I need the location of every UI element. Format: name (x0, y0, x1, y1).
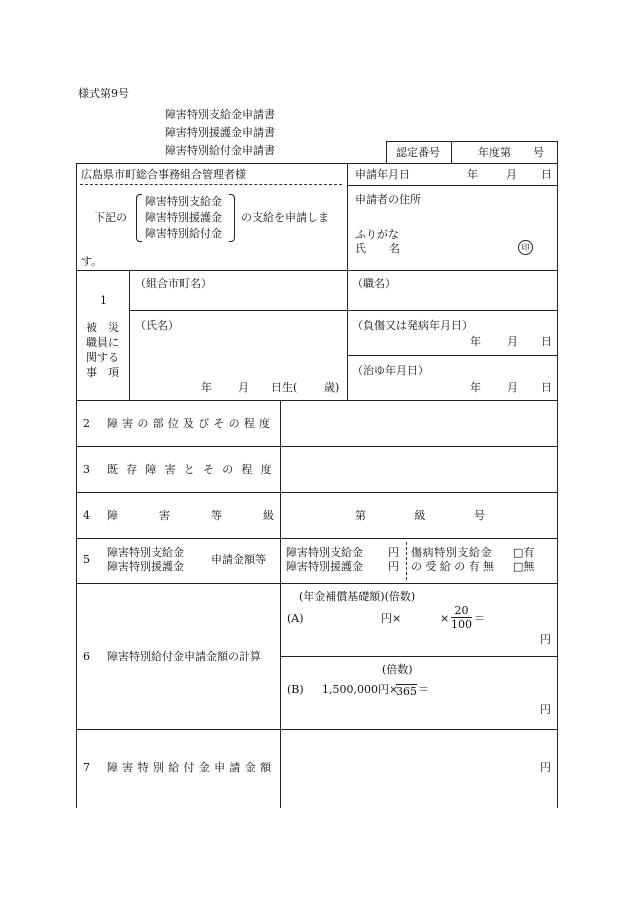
sickness-benefit-line-2: の受給の有無 (411, 560, 498, 573)
section1-label-2: 職員に (86, 336, 119, 349)
section4-label-char-2: 害 (159, 509, 170, 522)
section4-label-char-1: 障 (107, 509, 118, 522)
amount-row-2-unit: 円 (388, 560, 399, 573)
birth-age: 歳) (324, 381, 340, 394)
grade-unit: 級 (414, 509, 426, 522)
section4-value (355, 510, 485, 521)
request-item-2: 障害特別援護金 (145, 211, 222, 224)
section4-label-char-3: 等 (211, 509, 222, 522)
calc-a-unit: 円 (540, 633, 551, 646)
applicant-name-label-2: 名 (389, 242, 400, 255)
section1-label-1: 被 災 (86, 321, 119, 334)
amount-row-2-label: 障害特別援護金 (286, 560, 363, 573)
injury-date-year: 年 (470, 335, 481, 348)
request-last: す。 (81, 255, 103, 268)
checkbox-no[interactable]: □無 (513, 560, 535, 573)
approval-label: 認定番号 (396, 146, 440, 159)
section3-label: 既存障害とその程度 (107, 463, 280, 476)
title-line-1: 障害特別支給金申請書 (165, 108, 275, 121)
left-bracket (136, 194, 142, 242)
section7-number: 7 (83, 761, 90, 774)
calc-a-fraction-numerator: 20 (451, 605, 472, 618)
amount-row-1-unit: 円 (388, 546, 399, 559)
request-item-1: 障害特別支給金 (145, 195, 222, 208)
section5-number: 5 (83, 553, 90, 566)
birth-year: 年 (201, 381, 212, 394)
section7-label: 障害特別給付金申請金額 (107, 761, 276, 774)
injury-date-label: （負傷又は発病年月日） (352, 319, 473, 332)
section2-label: 障害の部位及びその程度 (107, 417, 275, 430)
section6-number: 6 (83, 650, 90, 663)
right-bracket (229, 194, 235, 242)
calc-b-fraction (396, 677, 417, 697)
calc-a-fraction-denominator: 100 (451, 618, 472, 631)
calc-a-yen-times: 円× (381, 612, 402, 625)
section2-number: 2 (83, 417, 90, 430)
section1-label-4: 事 項 (86, 366, 119, 379)
grade-number-unit: 号 (474, 509, 485, 522)
position-label: （職名） (352, 277, 396, 290)
sickness-benefit-line-1: 傷病特別支給金 (411, 546, 493, 559)
section6-label: 障害特別給付金申請金額の計算 (107, 650, 261, 663)
calc-b-unit: 円 (540, 703, 551, 716)
calc-b-equals: ＝ (418, 683, 429, 696)
injury-date-day: 日 (541, 335, 552, 348)
healing-date-year: 年 (470, 381, 481, 394)
calc-a-label: (A) (287, 612, 304, 625)
calc-a-times: × (440, 612, 450, 625)
title-line-3: 障害特別給付金申請書 (165, 144, 275, 157)
section1-label-3: 関する (86, 351, 119, 364)
title-line-2: 障害特別援護金申請書 (165, 126, 275, 139)
calc-a-fraction (451, 605, 472, 630)
section1-number: 1 (100, 294, 107, 307)
section7-unit: 円 (540, 761, 551, 774)
request-prefix: 下記の (94, 211, 127, 224)
injury-date-month: 月 (507, 335, 518, 348)
section3-number: 3 (83, 463, 90, 476)
grade-prefix: 第 (355, 509, 366, 522)
section5-label-suffix: 申請金額等 (211, 553, 266, 566)
section4-number: 4 (83, 509, 90, 522)
addressee: 広島県市町総合事務組合管理者様 (81, 168, 246, 181)
application-date-month: 月 (506, 168, 517, 181)
request-item-3: 障害特別給付金 (145, 227, 222, 240)
approval-value: 年度第 号 (478, 146, 544, 159)
seal-mark: 印 (518, 240, 533, 255)
union-name-label: （組合市町名） (135, 277, 212, 290)
applicant-name-label-1: 氏 (355, 242, 366, 255)
calc-b-header: (倍数) (382, 663, 413, 676)
amount-row-1-label: 障害特別支給金 (286, 546, 363, 559)
applicant-address-label: 申請者の住所 (355, 193, 421, 206)
calc-b-fraction-denominator: 365 (396, 685, 417, 698)
birth-day: 日生( (271, 381, 298, 394)
section4-label-char-4: 級 (263, 509, 274, 522)
birth-month: 月 (238, 381, 249, 394)
section5-item-1: 障害特別支給金 (107, 546, 184, 559)
checkbox-yes[interactable]: □有 (513, 546, 535, 559)
section5-item-2: 障害特別援護金 (107, 560, 184, 573)
application-date-day: 日 (541, 168, 552, 181)
calc-a-header: (年金補償基礎額)(倍数) (299, 590, 416, 603)
employee-name-label: （氏名） (135, 319, 179, 332)
application-date-year: 年 (467, 168, 478, 181)
healing-date-label: （治ゆ年月日） (352, 364, 429, 377)
application-date-label: 申請年月日 (355, 168, 410, 181)
calc-b-label: (B) (287, 683, 304, 696)
healing-date-day: 日 (541, 381, 552, 394)
furigana-label: ふりがな (355, 228, 399, 241)
calc-b-amount: 1,500,000円× (322, 683, 399, 696)
calc-a-equals: ＝ (474, 612, 485, 625)
form-number: 様式第9号 (78, 87, 129, 100)
healing-date-month: 月 (507, 381, 518, 394)
section4-label (107, 510, 274, 521)
request-suffix: の支給を申請しま (241, 211, 329, 224)
